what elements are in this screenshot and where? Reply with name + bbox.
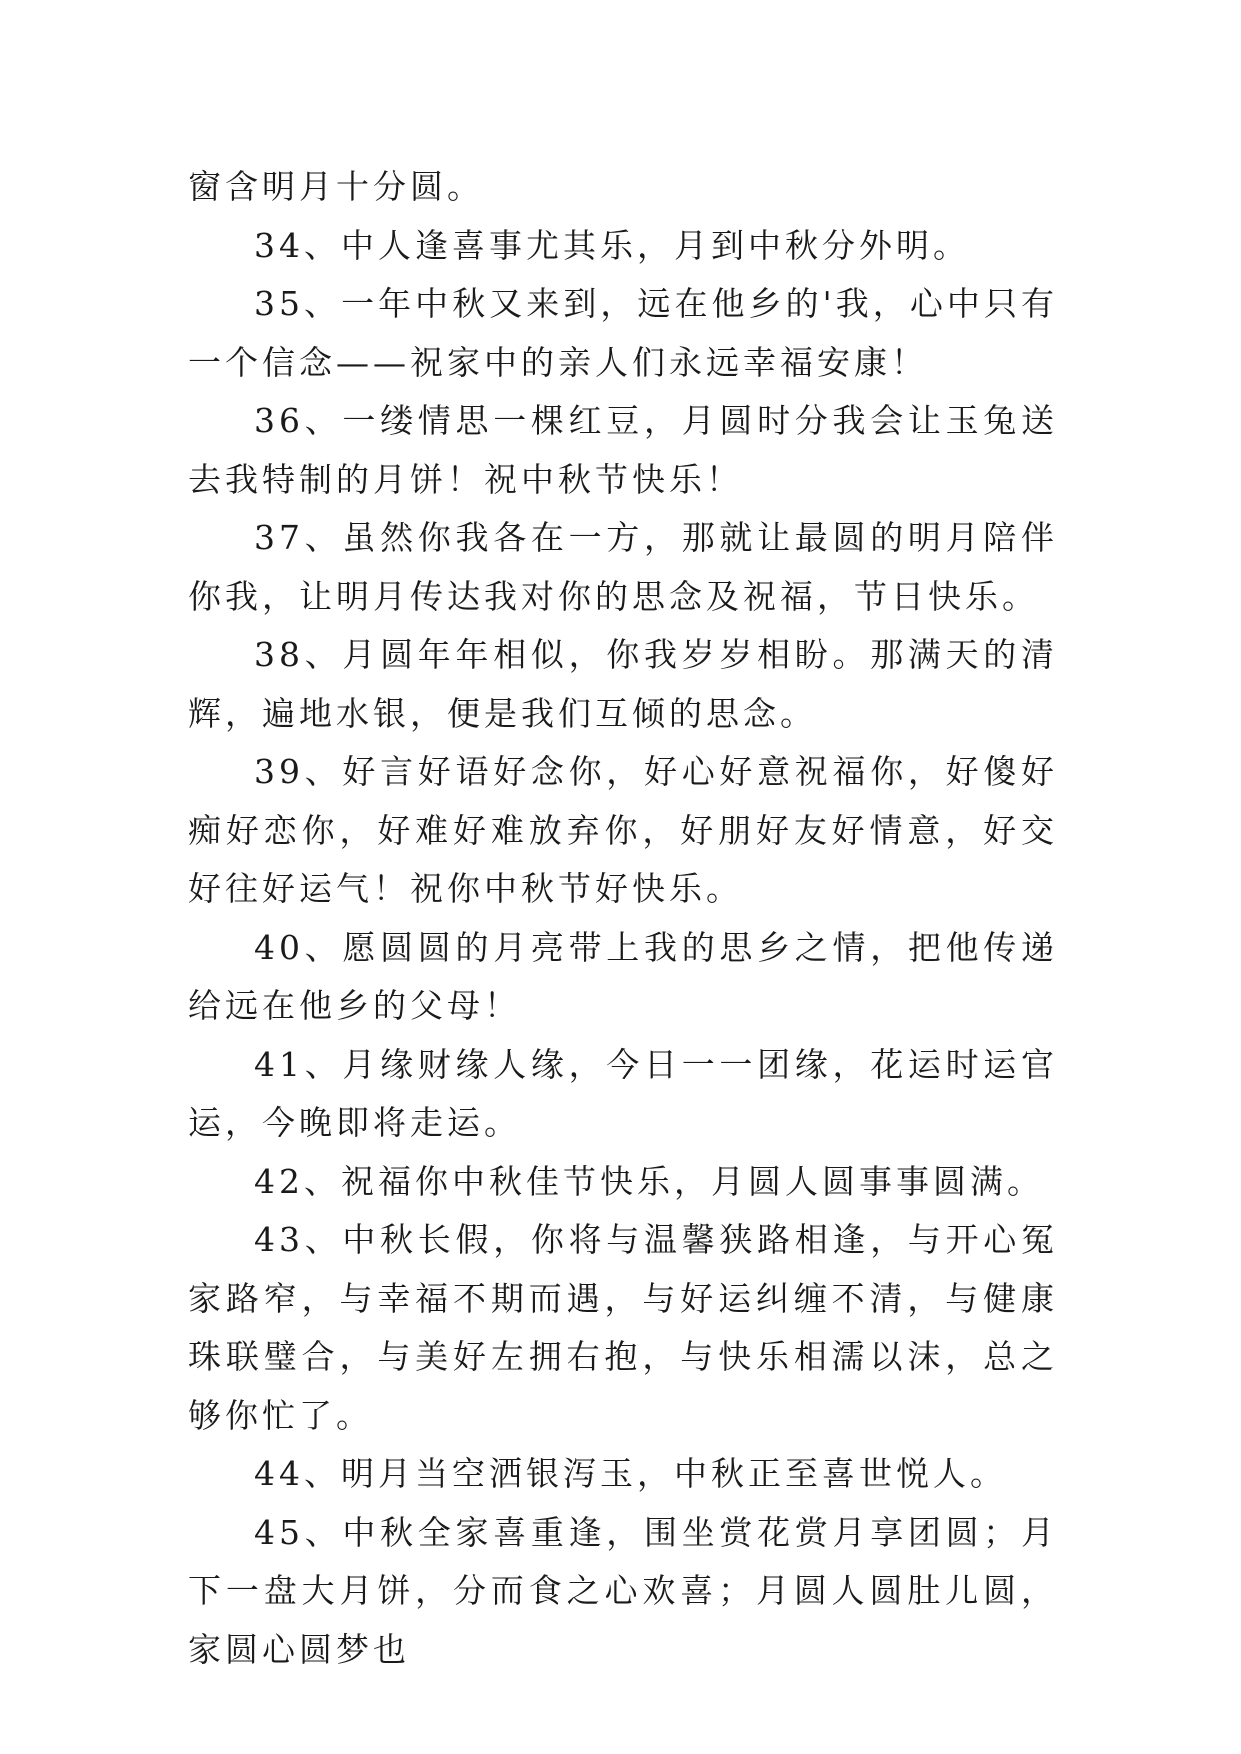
paragraph-44: 44、明月当空洒银泻玉，中秋正至喜世悦人。 xyxy=(254,1454,1007,1493)
paragraph-40: 40、愿圆圆的月亮带上我的思乡之情，把他传递给远在他乡的父母！ xyxy=(188,927,1058,1025)
paragraph-38: 38、月圆年年相似，你我岁岁相盼。那满天的清辉，遍地水银，便是我们互倾的思念。 xyxy=(188,635,1058,733)
paragraph-45: 45、中秋全家喜重逢，围坐赏花赏月享团圆；月下一盘大月饼，分而食之心欢喜；月圆人圆肚儿圆，家圆心圆梦也 xyxy=(188,1512,1058,1669)
paragraph-36: 36、一缕情思一棵红豆，月圆时分我会让玉兔送去我特制的月饼！祝中秋节快乐！ xyxy=(188,401,1058,499)
paragraph-42: 42、祝福你中秋佳节快乐，月圆人圆事事圆满。 xyxy=(254,1161,1044,1201)
paragraph-37: 37、虽然你我各在一方，那就让最圆的明月陪伴你我，让明月传达我对你的思念及祝福，节日快乐。 xyxy=(188,518,1058,616)
paragraph-34: 34、中人逢喜事尤其乐，月到中秋分外明。 xyxy=(254,225,970,265)
paragraph-39: 39、好言好语好念你，好心好意祝福你，好傻好痴好恋你，好难好难放弃你，好朋好友好情意，好交好往好运气！祝你中秋节好快乐。 xyxy=(188,752,1058,908)
paragraph-41: 41、月缘财缘人缘，今日一一团缘，花运时运官运，今晚即将走运。 xyxy=(188,1044,1058,1142)
paragraph-continuation: 窗含明月十分圆。 xyxy=(188,167,484,206)
paragraph-43: 43、中秋长假，你将与温馨狭路相逢，与开心冤家路窄，与幸福不期而遇，与好运纠缠不清，与健康珠联璧合，与美好左拥右抱，与快乐相濡以沫，总之够你忙了。 xyxy=(188,1220,1058,1435)
paragraph-35: 35、一年中秋又来到，远在他乡的'我，心中只有一个信念——祝家中的亲人们永远幸福安康！ xyxy=(188,284,1058,382)
document-body xyxy=(188,158,1058,1679)
